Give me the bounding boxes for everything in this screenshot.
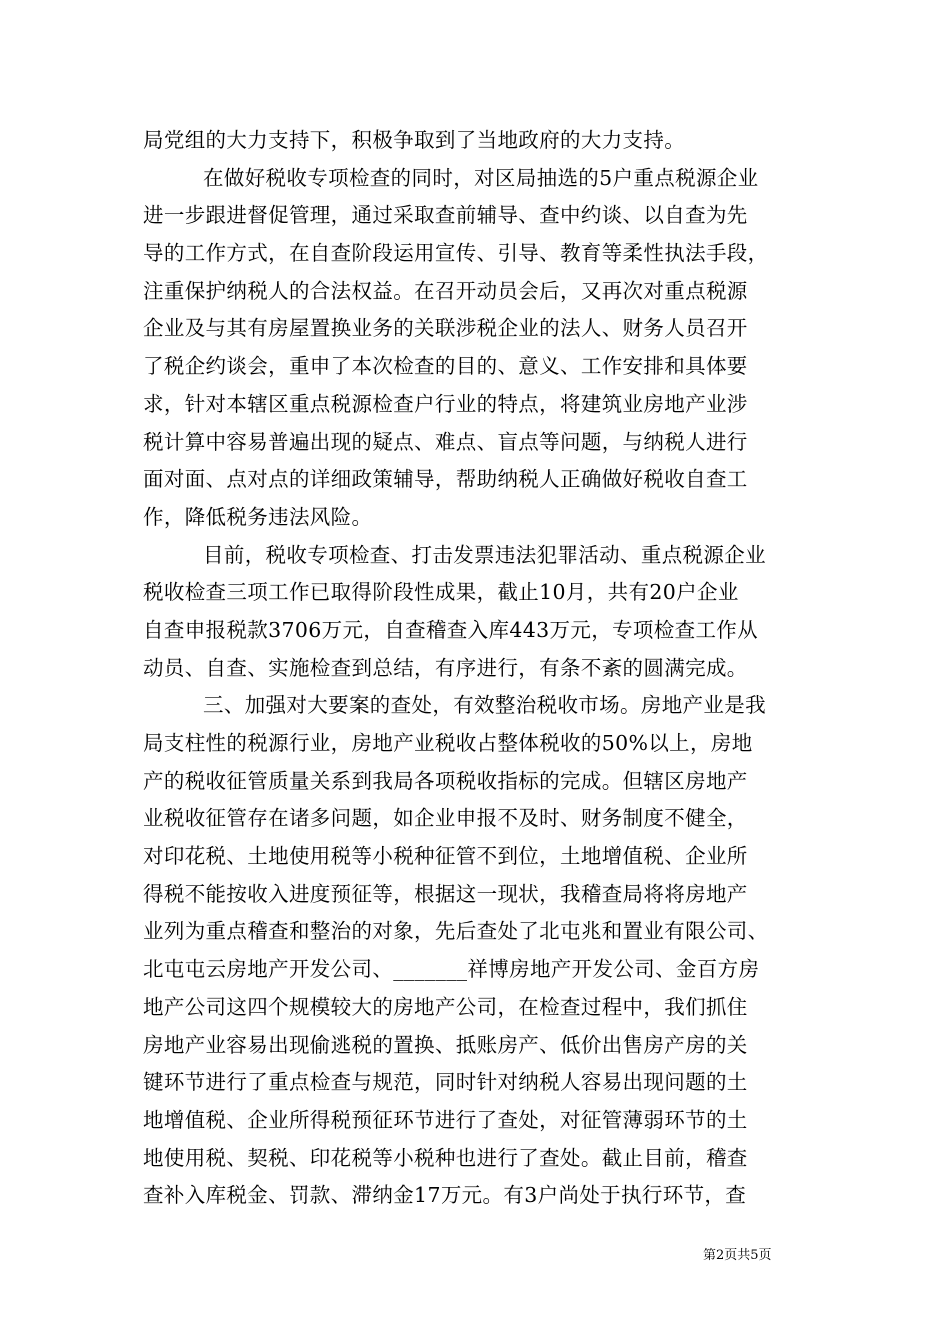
paragraph-start-line: 目前，税收专项检查、打击发票违法犯罪活动、重点税源企业 [203, 542, 766, 567]
body-line: 房地产业容易出现偷逃税的置换、抵账房产、低价出售房产房的关 [143, 1032, 748, 1057]
body-line: 税收检查三项工作已取得阶段性成果，截止10月，共有20户企业 [143, 580, 739, 605]
body-line: 局党组的大力支持下，积极争取到了当地政府的大力支持。 [143, 128, 686, 152]
paragraph-start-line: 在做好税收专项检查的同时，对区局抽选的5户重点税源企业 [203, 165, 759, 190]
body-line: 面对面、点对点的详细政策辅导，帮助纳税人正确做好税收自查工 [143, 467, 748, 492]
body-line: 键环节进行了重点检查与规范，同时针对纳税人容易出现问题的土 [143, 1070, 748, 1095]
paragraph-start-line: 三、加强对大要案的查处，有效整治税收市场。房地产业是我 [203, 693, 766, 718]
body-line: 动员、自查、实施检查到总结，有序进行，有条不紊的圆满完成。 [143, 655, 748, 680]
body-line: 地使用税、契税、印花税等小税种也进行了查处。截止目前，稽查 [143, 1145, 748, 1170]
body-line: 企业及与其有房屋置换业务的关联涉税企业的法人、财务人员召开 [143, 316, 748, 341]
body-line: 地增值税、企业所得税预征环节进行了查处，对征管薄弱环节的土 [143, 1107, 748, 1132]
body-line: 了税企约谈会，重申了本次检查的目的、意义、工作安排和具体要 [143, 354, 748, 379]
body-line: 查补入库税金、罚款、滞纳金17万元。有3户尚处于执行环节，查 [143, 1183, 747, 1208]
body-line: 税计算中容易普遍出现的疑点、难点、盲点等问题，与纳税人进行 [143, 429, 748, 454]
document-body [143, 122, 823, 1215]
page-number: 第2页共5页 [703, 1248, 772, 1263]
body-line: 作，降低税务违法风险。 [143, 504, 373, 529]
body-line: 注重保护纳税人的合法权益。在召开动员会后，又再次对重点税源 [143, 278, 748, 303]
body-line: 北屯屯云房地产开发公司、_______祥博房地产开发公司、金百方房 [143, 957, 760, 982]
body-line: 业列为重点稽查和整治的对象，先后查处了北屯兆和置业有限公司、 [143, 919, 769, 944]
body-line: 自查申报税款3706万元，自查稽查入库443万元，专项检查工作从 [143, 617, 758, 642]
body-line: 局支柱性的税源行业，房地产业税收占整体税收的50%以上，房地 [143, 731, 753, 755]
body-line: 业税收征管存在诸多问题，如企业申报不及时、财务制度不健全， [143, 806, 748, 831]
body-line: 产的税收征管质量关系到我局各项税收指标的完成。但辖区房地产 [143, 768, 748, 793]
body-line: 导的工作方式，在自查阶段运用宣传、引导、教育等柔性执法手段， [143, 241, 769, 266]
body-line: 进一步跟进督促管理，通过采取查前辅导、查中约谈、以自查为先 [143, 203, 748, 228]
body-line: 求，针对本辖区重点税源检查户行业的特点，将建筑业房地产业涉 [143, 391, 748, 416]
body-line: 得税不能按收入进度预征等，根据这一现状，我稽查局将将房地产 [143, 881, 748, 906]
body-line: 对印花税、土地使用税等小税种征管不到位，土地增值税、企业所 [143, 844, 748, 869]
body-line: 地产公司这四个规模较大的房地产公司，在检查过程中，我们抓住 [143, 994, 748, 1019]
